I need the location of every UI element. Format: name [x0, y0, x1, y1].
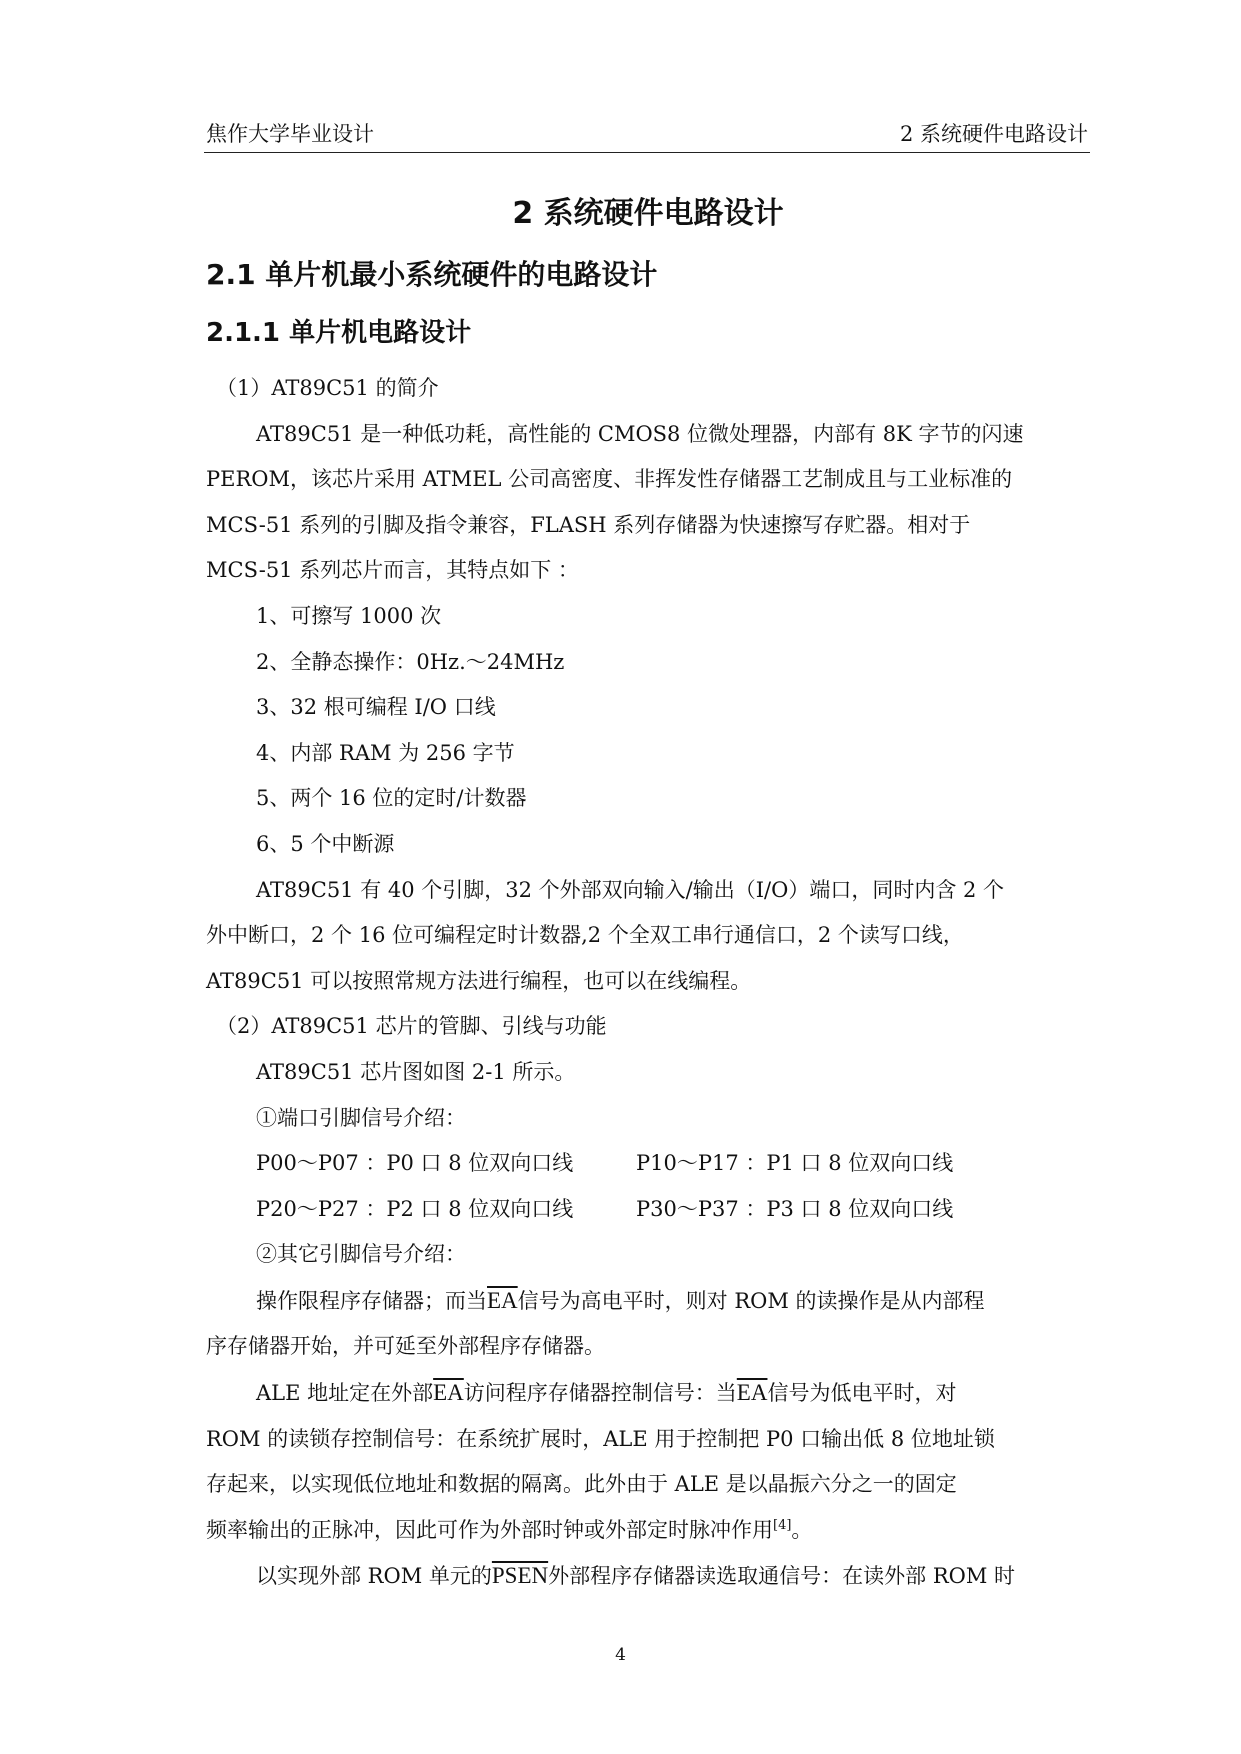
ea-para-line: 序存储器开始，并可延至外部程序存储器。: [206, 1334, 605, 1359]
ale-text: 信号为低电平时，对: [767, 1381, 957, 1406]
feature-item: 2、全静态操作：0Hz.～24MHz: [256, 649, 565, 674]
port-desc: P20～P27 ：P2 口 8 位双向口线: [256, 1196, 574, 1221]
para1-line: MCS-51 系列芯片而言，其特点如下 ：: [206, 558, 579, 583]
ale-text: ALE 地址定在外部: [256, 1381, 434, 1406]
para2-line: 外中断口，2 个 16 位可编程定时计数器,2 个全双工串行通信口，2 个读写口线，: [206, 923, 964, 948]
port-row: [206, 1141, 1090, 1187]
ea-text: 信号为高电平时，则对 ROM 的读操作是从内部程: [517, 1288, 985, 1313]
header-left: 焦作大学毕业设计: [206, 122, 374, 146]
page-header: [204, 118, 1090, 153]
intro-heading: （1）AT89C51 的简介: [216, 376, 439, 400]
feature-item: 1、可擦写 1000 次: [256, 603, 442, 628]
pin-heading: （2）AT89C51 芯片的管脚、引线与功能: [216, 1014, 607, 1039]
section-title: 2.1 单片机最小系统硬件的电路设计: [206, 258, 658, 291]
ale-para-line: 存起来，以实现低位地址和数据的隔离。此外由于 ALE 是以晶振六分之一的固定: [206, 1472, 957, 1497]
feature-item: 5、两个 16 位的定时/计数器: [256, 786, 527, 811]
header-right: 2 系统硬件电路设计: [899, 122, 1088, 146]
para2-line: AT89C51 有 40 个引脚，32 个外部双向输入/输出（I/O）端口，同时内含 2 个: [256, 877, 1005, 902]
port-row: [206, 1187, 1090, 1233]
feature-item: 6、5 个中断源: [256, 831, 395, 856]
citation-ref[interactable]: [4]: [773, 1517, 792, 1533]
ale-text: 频率输出的正脉冲，因此可作为外部时钟或外部定时脉冲作用: [206, 1517, 773, 1542]
psen-signal: PSEN: [491, 1563, 549, 1589]
psen-text: 外部程序存储器读选取通信号：在读外部 ROM 时: [548, 1564, 1016, 1589]
ale-text: 访问程序存储器控制信号：当: [463, 1381, 737, 1406]
ea-signal: $\overline{EA}$: [736, 1380, 768, 1406]
psen-para-line: [206, 1553, 1090, 1600]
page-number: 4: [615, 1645, 626, 1665]
para2-line: AT89C51 可以按照常规方法进行编程，也可以在线编程。: [206, 968, 752, 993]
ale-para-line: ROM 的读锁存控制信号：在系统扩展时，ALE 用于控制把 P0 口输出低 8 位地址锁: [206, 1426, 995, 1451]
pin-intro: AT89C51 芯片图如图 2-1 所示。: [256, 1059, 576, 1084]
ea-signal: $\overline{EA}$: [433, 1380, 464, 1406]
psen-text: 以实现外部 ROM 单元的: [256, 1564, 492, 1589]
para1-line: PEROM，该芯片采用 ATMEL 公司高密度、非挥发性存储器工艺制成且与工业标准的: [206, 467, 1013, 492]
ea-text: 操作限程序存储器；而当: [256, 1288, 487, 1313]
ea-para-line: [206, 1278, 1090, 1325]
port-desc: P10～P17 ：P1 口 8 位双向口线: [636, 1151, 954, 1176]
feature-item: 3、32 根可编程 I/O 口线: [256, 695, 496, 720]
ale-text: 。: [791, 1517, 813, 1542]
port-desc: P00～P07 ：P0 口 8 位双向口线: [256, 1151, 574, 1176]
chapter-title: 2 系统硬件电路设计: [512, 196, 784, 231]
page-body: [206, 180, 1090, 1600]
ea-signal: $\overline{EA}$: [487, 1287, 518, 1313]
para1-line: MCS-51 系列的引脚及指令兼容，FLASH 系列存储器为快速擦写存贮器。相对于: [206, 512, 971, 537]
other-heading: ②其它引脚信号介绍：: [256, 1242, 466, 1267]
feature-item: 4、内部 RAM 为 256 字节: [256, 740, 515, 765]
subsection-title: 2.1.1 单片机电路设计: [206, 318, 472, 348]
port-heading: ①端口引脚信号介绍：: [256, 1105, 466, 1130]
port-desc: P30～P37 ：P3 口 8 位双向口线: [636, 1196, 954, 1221]
ale-para-line: [206, 1370, 1090, 1417]
para1-line: AT89C51 是一种低功耗，高性能的 CMOS8 位微处理器，内部有 8K 字节的闪速: [256, 421, 1024, 446]
ale-para-line: [206, 1508, 1090, 1554]
